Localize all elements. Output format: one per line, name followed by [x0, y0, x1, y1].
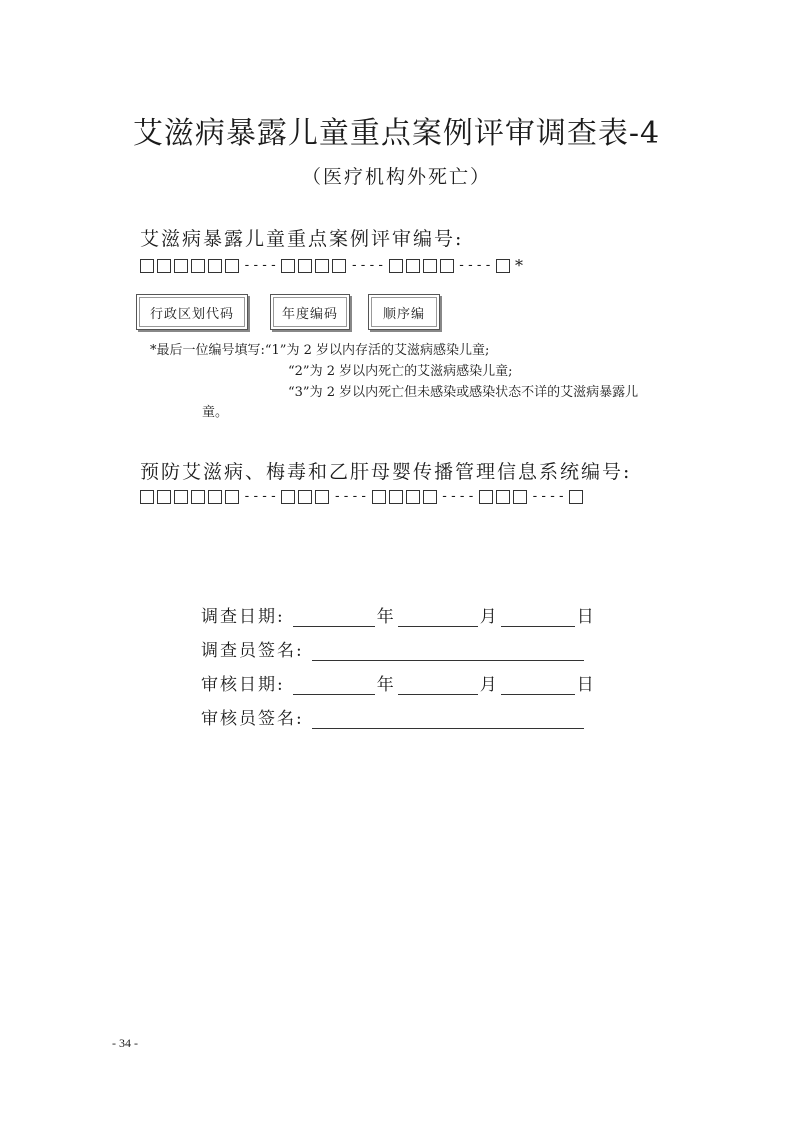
digit-box[interactable] [479, 490, 493, 504]
digit-box[interactable] [225, 259, 239, 273]
digit-box[interactable] [225, 490, 239, 504]
note-line-3: “3”为 2 岁以内死亡但未感染或感染状态不详的艾滋病暴露儿 [288, 385, 639, 400]
digit-box[interactable] [372, 490, 386, 504]
digit-box[interactable] [140, 259, 154, 273]
digit-box[interactable] [440, 259, 454, 273]
reviewer-row [201, 704, 584, 729]
separator: ---- [350, 258, 386, 273]
digit-box[interactable] [140, 490, 154, 504]
page-title: 艾滋病暴露儿童重点案例评审调查表-4 [132, 116, 661, 151]
survey-day-field[interactable] [501, 608, 575, 627]
system-number-boxes [140, 489, 586, 504]
separator: ---- [530, 489, 567, 504]
star-marker: * [514, 256, 523, 275]
note-line-4: 童。 [202, 405, 229, 420]
review-day-field[interactable] [501, 676, 575, 695]
survey-date-label: 调查日期: [201, 607, 285, 627]
digit-box[interactable] [569, 490, 583, 504]
note-line-2: “2”为 2 岁以内死亡的艾滋病感染儿童; [288, 364, 513, 379]
separator: ---- [333, 489, 369, 504]
surveyor-signature-field[interactable] [312, 642, 584, 661]
review-date-label: 审核日期: [201, 675, 285, 695]
digit-box[interactable] [496, 490, 510, 504]
survey-date-row [201, 602, 598, 627]
digit-box[interactable] [423, 490, 437, 504]
system-number-label: 预防艾滋病、梅毒和乙肝母婴传播管理信息系统编号: [140, 461, 632, 483]
survey-month-field[interactable] [398, 608, 478, 627]
digit-box[interactable] [389, 490, 403, 504]
digit-box[interactable] [298, 490, 312, 504]
surveyor-label: 调查员签名: [201, 641, 304, 661]
survey-year-field[interactable] [293, 608, 375, 627]
page-number: - 34 - [112, 1036, 138, 1050]
month-unit: 月 [479, 607, 499, 627]
digit-box[interactable] [315, 490, 329, 504]
separator: ---- [243, 258, 279, 273]
digit-box[interactable] [332, 259, 346, 273]
digit-box[interactable] [389, 259, 403, 273]
tag-region-code: 行政区划代码 [136, 294, 248, 330]
separator: ---- [440, 489, 476, 504]
day-unit: 日 [576, 607, 596, 627]
tag-sequence-code: 顺序编 [368, 294, 440, 330]
digit-box[interactable] [315, 259, 329, 273]
year-unit: 年 [376, 607, 396, 627]
digit-box[interactable] [513, 490, 527, 504]
digit-box[interactable] [281, 490, 295, 504]
digit-box[interactable] [157, 259, 171, 273]
digit-box[interactable] [191, 259, 205, 273]
digit-box[interactable] [157, 490, 171, 504]
digit-box[interactable] [298, 259, 312, 273]
digit-box[interactable] [406, 490, 420, 504]
year-unit: 年 [376, 675, 396, 695]
digit-box[interactable] [281, 259, 295, 273]
digit-box[interactable] [496, 259, 510, 273]
separator: ---- [243, 489, 279, 504]
tag-year-code: 年度编码 [270, 294, 350, 330]
digit-box[interactable] [174, 490, 188, 504]
review-date-row [201, 670, 598, 695]
day-unit: 日 [576, 675, 596, 695]
case-number-label: 艾滋病暴露儿童重点案例评审编号: [140, 228, 464, 250]
digit-box[interactable] [423, 259, 437, 273]
digit-box[interactable] [208, 259, 222, 273]
reviewer-label: 审核员签名: [201, 709, 304, 729]
review-year-field[interactable] [293, 676, 375, 695]
month-unit: 月 [479, 675, 499, 695]
separator: ---- [457, 258, 493, 273]
page-subtitle: （医疗机构外死亡） [301, 166, 491, 188]
surveyor-row [201, 636, 584, 661]
review-month-field[interactable] [398, 676, 478, 695]
digit-box[interactable] [406, 259, 420, 273]
reviewer-signature-field[interactable] [312, 710, 584, 729]
digit-box[interactable] [191, 490, 205, 504]
note-line-1: *最后一位编号填写:“1”为 2 岁以内存活的艾滋病感染儿童; [150, 343, 490, 358]
digit-box[interactable] [174, 259, 188, 273]
case-number-boxes [140, 256, 523, 275]
digit-box[interactable] [208, 490, 222, 504]
